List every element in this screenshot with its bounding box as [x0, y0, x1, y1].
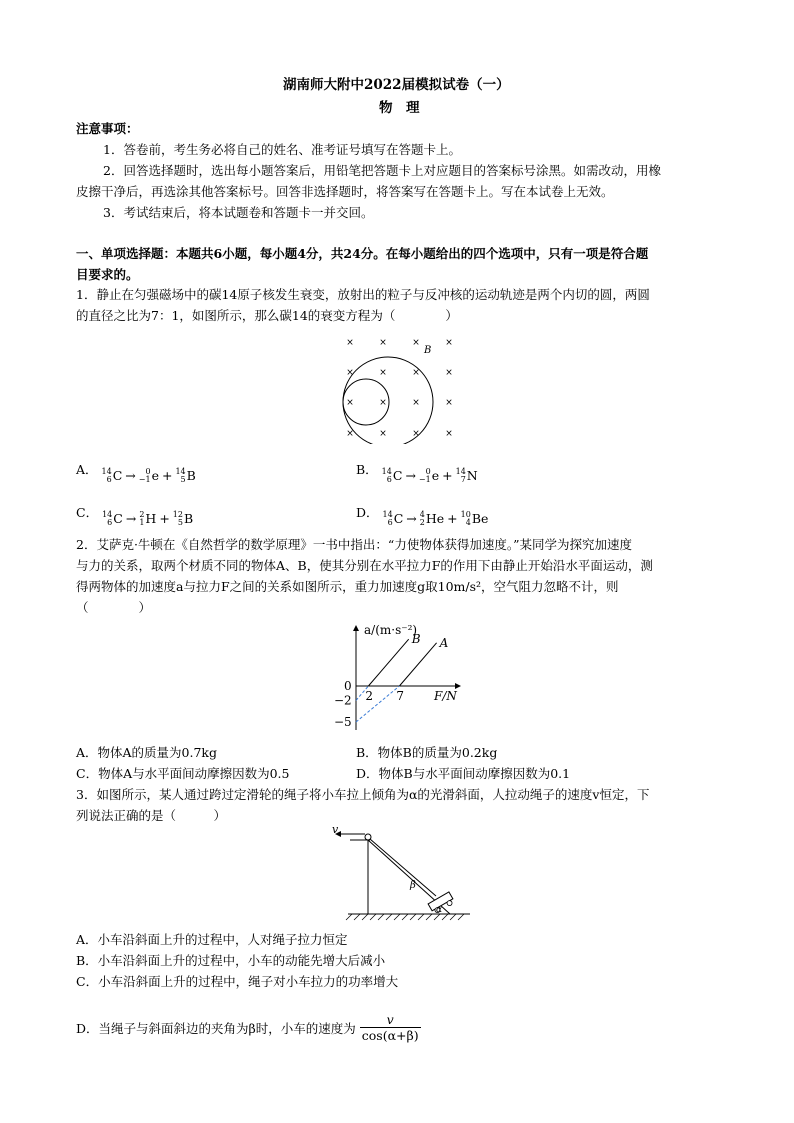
fraction-denominator: cos(α+β) [361, 1028, 419, 1043]
q2-option-a[interactable]: A．物体A的质量为0.7kg [76, 745, 218, 760]
field-mark: × [412, 398, 420, 408]
q2-option-d[interactable]: D．物体B与水平面间动摩擦因数为0.1 [356, 766, 571, 781]
x-tick-label: 7 [396, 689, 405, 703]
field-mark: × [445, 429, 453, 439]
field-label-B: B [424, 345, 432, 356]
series-label-B: B [411, 632, 421, 647]
q1-option-a[interactable]: A． 14 6 C → 0 −1 e + 14 5 B [76, 462, 196, 484]
alpha-label: α [436, 905, 443, 915]
field-mark: × [346, 429, 354, 439]
beta-label: β [410, 880, 416, 891]
q2-text: 2．艾萨克·牛顿在《自然哲学的数学原理》一书中指出：“力使物体获得加速度。”某同学为探究加速度 [76, 537, 632, 552]
q3-option-a[interactable]: A．小车沿斜面上升的过程中，人对绳子拉力恒定 [76, 932, 348, 947]
q2-chart [330, 620, 470, 732]
q1-text: 1．静止在匀强磁场中的碳14原子核发生衰变，放射出的粒子与反冲核的运动轨迹是两个内切的圆，两圆 [76, 287, 650, 302]
exam-title: 湖南师大附中2022届模拟试卷（一） [283, 77, 510, 93]
q1-option-b[interactable]: B． 14 6 C → 0 −1 e + 14 7 N [356, 462, 478, 484]
q1-figure-magnetic-field [336, 332, 466, 444]
series-line-A [399, 643, 436, 686]
x-axis-label: F/N [434, 689, 457, 703]
note-item: 3．考试结束后，将本试题卷和答题卡一并交回。 [103, 205, 374, 220]
q2-option-b[interactable]: B．物体B的质量为0.2kg [356, 745, 498, 760]
series-label-A: A [439, 635, 449, 650]
q1-option-c[interactable]: C． 14 6 C → 2 1 H + 12 5 B [76, 505, 194, 527]
y-axis-label: a/(m·s⁻²) [364, 623, 418, 637]
field-mark: × [379, 398, 387, 408]
field-mark: × [346, 398, 354, 408]
field-mark: × [445, 338, 453, 348]
subject-title: 物 理 [379, 100, 420, 116]
field-mark: × [346, 368, 354, 378]
fraction-numerator: v [386, 1012, 394, 1027]
note-item: 2．回答选择题时，选出每小题答案后，用铅笔把答题卡上对应题目的答案标号涂黑。如需改动，用橡 [103, 163, 661, 178]
field-mark: × [412, 429, 420, 439]
field-mark: × [379, 368, 387, 378]
q3-option-c[interactable]: C．小车沿斜面上升的过程中，绳子对小车拉力的功率增大 [76, 974, 399, 989]
q3-option-d[interactable] [76, 1013, 421, 1044]
q3-option-b[interactable]: B．小车沿斜面上升的过程中，小车的动能先增大后减小 [76, 953, 386, 968]
q2-option-c[interactable]: C．物体A与水平面间动摩擦因数为0.5 [76, 766, 290, 781]
q3-text: 列说法正确的是（ ） [76, 808, 227, 823]
q1-option-d[interactable]: D． 14 6 C → 4 2 He + 10 4 Be [356, 505, 489, 527]
rope-to-cart [370, 839, 436, 896]
x-tick-label: 2 [365, 689, 374, 703]
note-item: 1．答卷前，考生务必将自己的姓名、准考证号填写在答题卡上。 [103, 142, 461, 157]
q1-text: 的直径之比为7：1，如图所示，那么碳14的衰变方程为（ ） [76, 308, 458, 323]
y-tick-label: −2 [334, 693, 352, 708]
field-mark: × [445, 398, 453, 408]
q3-option-d-fraction [360, 1013, 421, 1044]
field-mark: × [412, 368, 420, 378]
origin-label: 0 [344, 679, 352, 693]
field-mark: × [445, 368, 453, 378]
note-item: 皮擦干净后，再选涂其他答案标号。回答非选择题时，将答案写在答题卡上。写在本试卷上无效。 [76, 184, 614, 199]
y-tick-label: −5 [334, 715, 352, 729]
q3-text: 3．如图所示，某人通过跨过定滑轮的绳子将小车拉上倾角为α的光滑斜面，人拉动绳子的速度v恒定，下 [76, 787, 650, 802]
q2-text: 与力的关系，取两个材质不同的物体A、B，使其分别在水平拉力F的作用下由静止开始沿水平面运动，测 [76, 558, 653, 573]
q2-text: 得两物体的加速度a与拉力F之间的关系如图所示，重力加速度g取10m/s²，空气阻力忽略不计，则 [76, 579, 619, 594]
velocity-label: v [332, 826, 339, 836]
q3-option-d-text: D．当绳子与斜面斜边的夹角为β时，小车的速度为 [76, 1020, 356, 1036]
notes-heading: 注意事项： [76, 121, 139, 136]
field-mark: × [346, 338, 354, 348]
series-line-B [368, 639, 408, 686]
q2-text: （ ） [76, 600, 152, 615]
field-mark: × [412, 338, 420, 348]
q3-figure-incline [330, 826, 480, 926]
section-heading: 一、单项选择题：本题共6小题，每小题4分，共24分。在每小题给出的四个选项中，只有一项是符合题 [76, 246, 649, 261]
series-extrapolation-A [356, 686, 399, 722]
section-heading-cont: 目要求的。 [76, 267, 139, 282]
field-mark: × [379, 338, 387, 348]
field-mark: × [379, 429, 387, 439]
